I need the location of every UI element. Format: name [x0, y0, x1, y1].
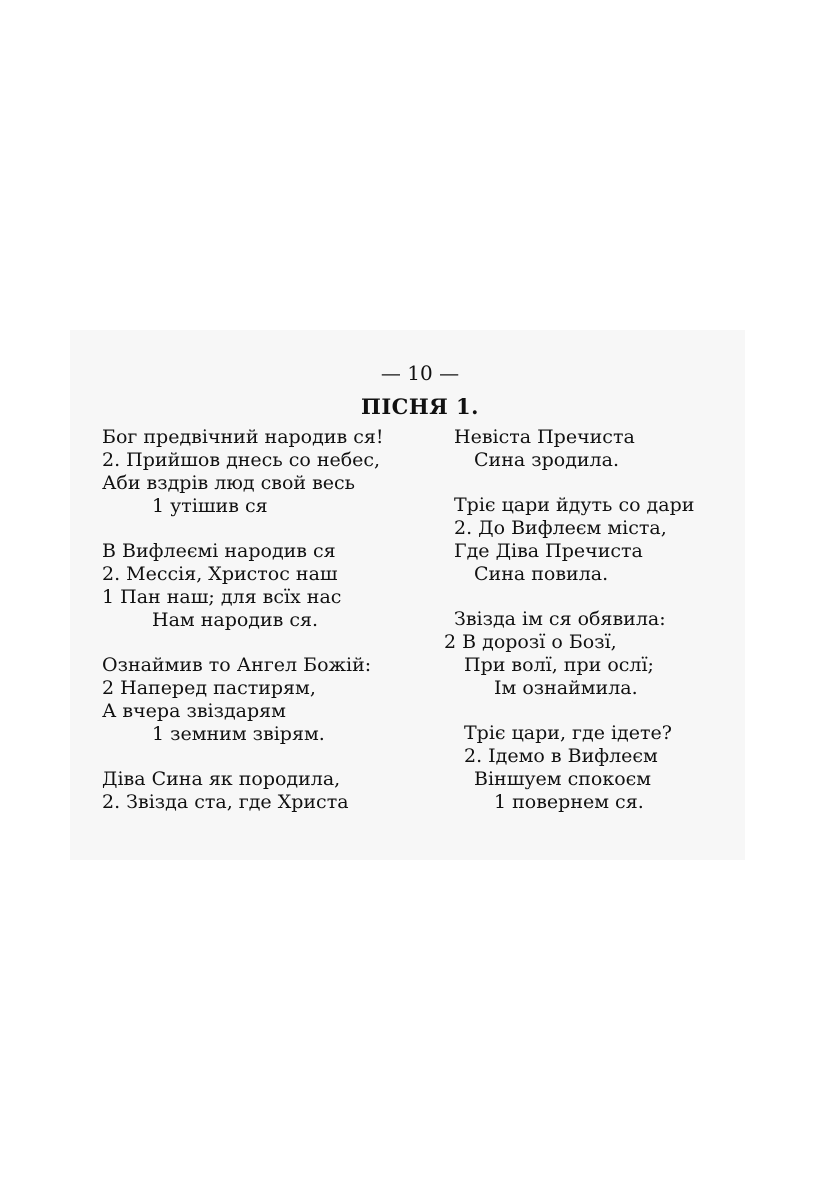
stanza	[444, 722, 784, 814]
verse-line: 2 Наперед пастирям,	[102, 677, 316, 699]
verse-line: 2. Прийшов днесь со небес,	[102, 449, 381, 471]
verse-line: Ознаймив то Ангел Божій:	[102, 654, 372, 676]
verse-line: Сина повила.	[474, 563, 609, 585]
verse-line: Сина зродила.	[474, 449, 619, 471]
verse-line: При волї, при ослї;	[464, 654, 654, 676]
verse-line: 2. Звізда ста, где Христа	[102, 791, 349, 813]
page-number: — 10 —	[380, 361, 460, 385]
verse-line: Аби вздрів люд свой весь	[102, 472, 356, 494]
verse-line: Тріє цари йдуть со дари	[454, 494, 695, 516]
verse-line: Діва Сина як породила,	[102, 768, 341, 790]
song-title: ПІСНЯ 1.	[361, 394, 479, 419]
verse-line: Тріє цари, где ідете?	[464, 722, 672, 744]
verse-line: 1 Пан наш; для всїх нас	[102, 586, 342, 608]
stanza	[102, 654, 442, 746]
right-column	[444, 426, 784, 836]
verse-line: Ім ознаймила.	[494, 677, 638, 699]
verse-line: Бог предвічний народив ся!	[102, 426, 384, 448]
verse-line: 1 земним звірям.	[152, 723, 325, 745]
verse-line: А вчера звіздарям	[102, 700, 286, 722]
stanza	[444, 494, 784, 586]
verse-line: 2 В дорозї о Бозї,	[444, 631, 617, 653]
left-column	[102, 426, 442, 836]
stanza	[444, 426, 784, 472]
verse-line: 1 повернем ся.	[494, 791, 644, 813]
verse-line: Нам народив ся.	[152, 609, 319, 631]
stanza	[102, 426, 442, 518]
verse-line: 2. До Вифлеєм міста,	[454, 517, 667, 539]
verse-line: Невіста Пречиста	[454, 426, 635, 448]
verse-line: В Вифлеємі народив ся	[102, 540, 336, 562]
verse-line: 1 утішив ся	[152, 495, 268, 517]
verse-line: Где Діва Пречиста	[454, 540, 643, 562]
stanza	[102, 540, 442, 632]
verse-line: Звізда ім ся обявила:	[454, 608, 666, 630]
verse-line: 2. Мессія, Христос наш	[102, 563, 338, 585]
verse-line: Віншуем спокоєм	[474, 768, 652, 790]
stanza	[102, 768, 442, 814]
stanza	[444, 608, 784, 700]
verse-line: 2. Ідемо в Вифлеєм	[464, 745, 658, 767]
